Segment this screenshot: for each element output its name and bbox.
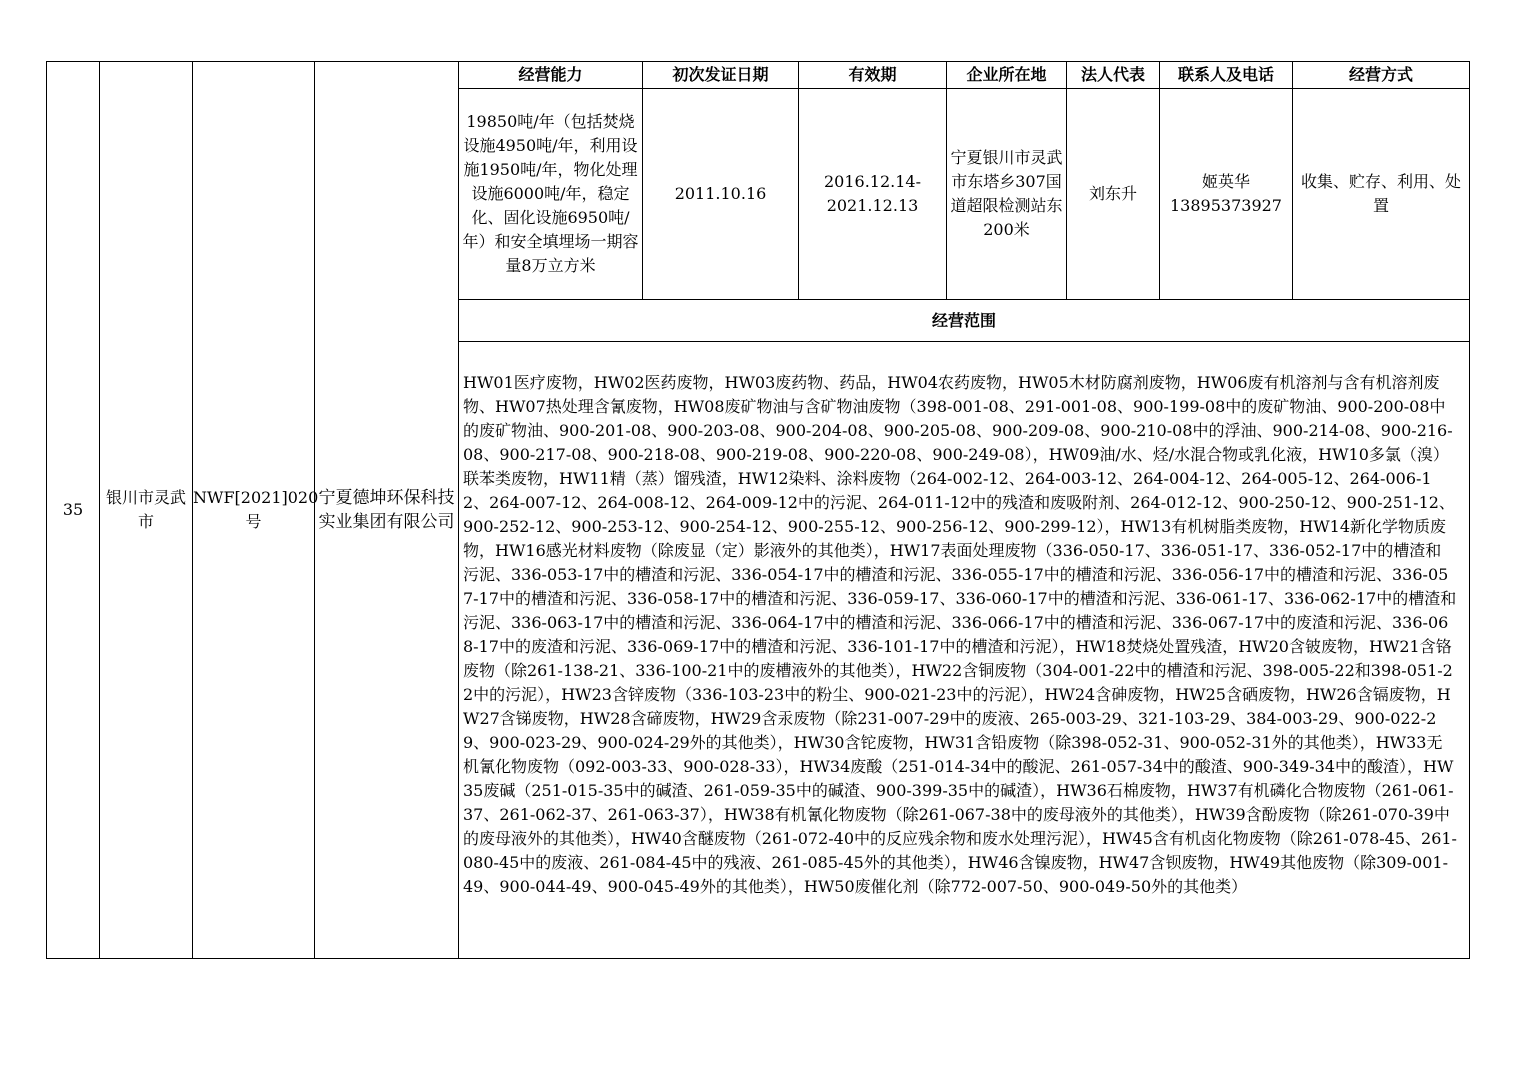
contact-phone: 13895373927: [1170, 196, 1282, 215]
record-company: 宁夏德坤环保科技实业集团有限公司: [315, 62, 459, 959]
header-first-issue-date: 初次发证日期: [643, 62, 799, 89]
contact-name: 姬英华: [1201, 172, 1250, 191]
value-location: 宁夏银川市灵武市东塔乡307国道超限检测站东200米: [947, 89, 1067, 300]
value-first-issue-date: 2011.10.16: [643, 89, 799, 300]
value-validity: 2016.12.14-2021.12.13: [799, 89, 947, 300]
header-scope: 经营范围: [459, 300, 1470, 342]
value-legal-rep: 刘东升: [1067, 89, 1160, 300]
header-legal-rep: 法人代表: [1067, 62, 1160, 89]
value-mode: 收集、贮存、利用、处置: [1293, 89, 1470, 300]
header-contact: 联系人及电话: [1160, 62, 1293, 89]
record-number: 35: [47, 62, 100, 959]
record-license-no: NWF[2021]020号: [193, 62, 315, 959]
record-region: 银川市灵武市: [100, 62, 193, 959]
value-capacity: 19850吨/年（包括焚烧设施4950吨/年，利用设施1950吨/年，物化处理设施6000吨/年，稳定化、固化设施6950吨/年）和安全填埋场一期容量8万立方米: [459, 89, 643, 300]
scope-cell: [459, 342, 1470, 959]
license-record-table: [46, 61, 1470, 959]
value-contact: [1160, 89, 1293, 300]
header-capacity: 经营能力: [459, 62, 643, 89]
scope-text: HW01医疗废物，HW02医药废物，HW03废药物、药品，HW04农药废物，HW05木材防腐剂废物，HW06废有机溶剂与含有机溶剂废物、HW07热处理含氰废物，HW08废矿物油与含矿物油废物（398-001-08、291-001-08、900-199-08中的废矿物油、900-200-08中的废矿物油、900-201-08、900-203-08、900-204-08、900-205-08、900-209-08、900-210-08中的浮油、900-214-08、900-216-08、900-217-08、900-218-08、900-219-08、900-220-08、900-249-08），HW09油/水、烃/水混合物或乳化液，HW10多氯（溴）联苯类废物，HW11精（蒸）馏残渣，HW12染料、涂料废物（264-002-12、264-003-12、264-004-12、264-005-12、264-006-12、264-007-12、264-008-12、264-009-12中的污泥、264-011-12中的残渣和废吸附剂、264-012-12、900-250-12、900-251-12、900-252-12、900-253-12、900-254-12、900-255-12、900-256-12、900-299-12），HW13有机树脂类废物，HW14新化学物质废物，HW16感光材料废物（除废显（定）影液外的其他类），HW17表面处理废物（336-050-17、336-051-17、336-052-17中的槽渣和污泥、336-053-17中的槽渣和污泥、336-054-17中的槽渣和污泥、336-055-17中的槽渣和污泥、336-056-17中的槽渣和污泥、336-057-17中的槽渣和污泥、336-058-17中的槽渣和污泥、336-059-17、336-060-17中的槽渣和污泥、336-061-17、336-062-17中的槽渣和污泥、336-063-17中的槽渣和污泥、336-064-17中的槽渣和污泥、336-066-17中的槽渣和污泥、336-067-17中的废渣和污泥、336-068-17中的废渣和污泥、336-069-17中的槽渣和污泥、336-101-17中的槽渣和污泥），HW18焚烧处置残渣，HW20含铍废物，HW21含铬废物（除261-138-21、336-100-21中的废槽液外的其他类），HW22含铜废物（304-001-22中的槽渣和污泥、398-005-22和398-051-22中的污泥），HW23含锌废物（336-103-23中的粉尘、900-021-23中的污泥），HW24含砷废物，HW25含硒废物，HW26含镉废物，HW27含锑废物，HW28含碲废物，HW29含汞废物（除231-007-29中的废液、265-003-29、321-103-29、384-003-29、900-022-29、900-023-29、900-024-29外的其他类），HW30含铊废物，HW31含铅废物（除398-052-31、900-052-31外的其他类），HW33无机氰化物废物（092-003-33、900-028-33），HW34废酸（251-014-34中的酸泥、261-057-34中的酸渣、900-349-34中的酸渣），HW35废碱（251-015-35中的碱渣、261-059-35中的碱渣、900-399-35中的碱渣），HW36石棉废物，HW37有机磷化合物废物（261-061-37、261-062-37、261-063-37），HW38有机氰化物废物（除261-067-38中的废母液外的其他类），HW39含酚废物（除261-070-39中的废母液外的其他类），HW40含醚废物（261-072-40中的反应残余物和废水处理污泥），HW45含有机卤化物废物（除261-078-45、261-080-45中的废液、261-084-45中的残液、261-085-45外的其他类），HW46含镍废物，HW47含钡废物，HW49其他废物（除309-001-49、900-044-49、900-045-49外的其他类），HW50废催化剂（除772-007-50、900-049-50外的其他类）: [463, 373, 1457, 896]
header-mode: 经营方式: [1293, 62, 1470, 89]
header-validity: 有效期: [799, 62, 947, 89]
header-location: 企业所在地: [947, 62, 1067, 89]
